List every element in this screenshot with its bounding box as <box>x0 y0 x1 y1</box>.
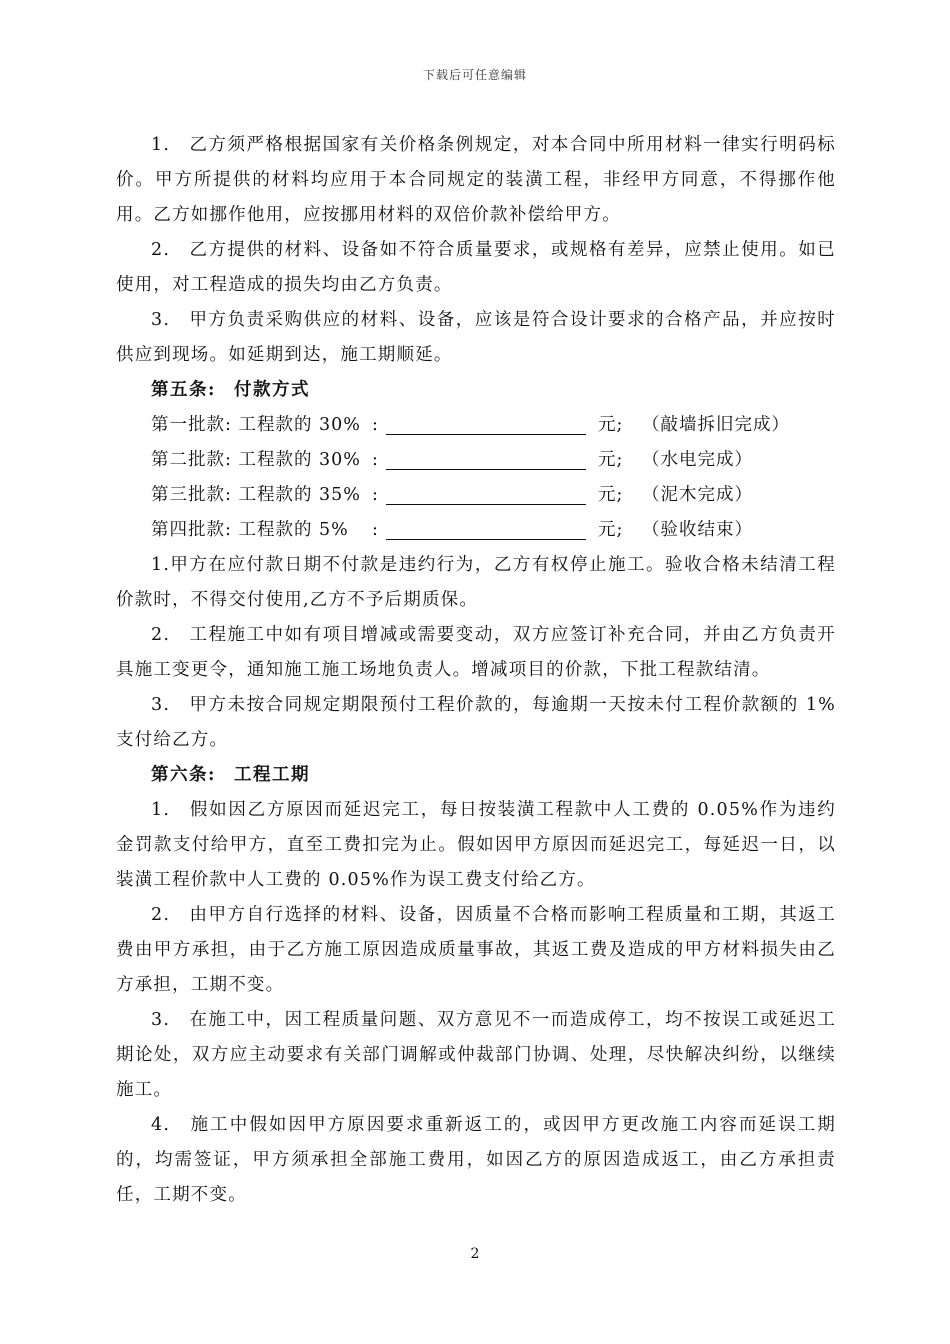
installment-note: （验收结束） <box>642 520 753 540</box>
installment-unit: 元; <box>598 520 624 540</box>
installment-label: 第三批款: 工程款的 35% <box>151 485 361 505</box>
section-5-title: 付款方式 <box>233 380 310 400</box>
section-5-heading <box>116 373 836 408</box>
installment-amount-blank[interactable] <box>386 478 586 505</box>
materials-item-1: 1. 乙方须严格根据国家有关价格条例规定，对本合同中所用材料一律实行明码标价。甲方所提供的材料均应用于本合同规定的装潢工程，非经甲方同意，不得挪作他用。乙方如挪作他用，应按挪用材料的双倍价款补偿给甲方。 <box>116 135 836 225</box>
page-number: 2 <box>470 1246 480 1262</box>
schedule-clause-4: 4. 施工中假如因甲方原因要求重新返工的，或因甲方更改施工内容而延误工期的，均需签证，甲方须承担全部施工费用，如因乙方的原因造成返工，由乙方承担责任，工期不变。 <box>116 1115 836 1205</box>
installment-row <box>116 443 836 478</box>
schedule-clause-2: 2. 由甲方自行选择的材料、设备，因质量不合格而影响工程质量和工期，其返工费由甲方承担，由于乙方施工原因造成质量事故，其返工费及造成的甲方材料损失由乙方承担，工期不变。 <box>116 905 836 995</box>
section-6-number: 第六条: <box>151 765 216 785</box>
installment-note: （泥木完成） <box>642 485 753 505</box>
installment-row <box>116 513 836 548</box>
section-6-heading <box>116 758 836 793</box>
section-5-number: 第五条: <box>151 380 216 400</box>
section-6-title: 工程工期 <box>233 765 310 785</box>
installment-unit: 元; <box>598 450 624 470</box>
installment-row <box>116 408 836 443</box>
contract-body <box>116 128 836 1213</box>
installment-label: 第四批款: 工程款的 5% <box>151 520 349 540</box>
materials-item-3: 3. 甲方负责采购供应的材料、设备，应该是符合设计要求的合格产品，并应按时供应到现场。如延期到达，施工期顺延。 <box>116 310 836 365</box>
installment-colon: : <box>372 520 379 540</box>
installment-note: （敲墙拆旧完成） <box>642 415 790 435</box>
installment-colon: : <box>372 485 379 505</box>
payment-clause-3: 3. 甲方未按合同规定期限预付工程价款的，每逾期一天按未付工程价款额的 1%支付给乙方。 <box>116 695 836 750</box>
installment-colon: : <box>372 450 379 470</box>
payment-clause-1: 1.甲方在应付款日期不付款是违约行为，乙方有权停止施工。验收合格未结清工程价款时，不得交付使用,乙方不予后期质保。 <box>116 555 836 610</box>
schedule-clause-3: 3. 在施工中，因工程质量问题、双方意见不一而造成停工，均不按误工或延迟工期论处，双方应主动要求有关部门调解或仲裁部门协调、处理，尽快解决纠纷，以继续施工。 <box>116 1010 836 1100</box>
materials-item-2: 2. 乙方提供的材料、设备如不符合质量要求，或规格有差异，应禁止使用。如已使用，对工程造成的损失均由乙方负责。 <box>116 240 836 295</box>
installment-note: （水电完成） <box>642 450 753 470</box>
installment-unit: 元; <box>598 485 624 505</box>
installment-amount-blank[interactable] <box>386 408 586 435</box>
schedule-clause-1: 1. 假如因乙方原因而延迟完工，每日按装潢工程款中人工费的 0.05%作为违约金罚款支付给甲方，直至工费扣完为止。假如因甲方原因而延迟完工，每延迟一日，以装潢工程价款中人工费的 0.05%作为误工费支付给乙方。 <box>116 800 836 890</box>
installment-colon: : <box>372 415 379 435</box>
installment-amount-blank[interactable] <box>386 513 586 540</box>
installment-unit: 元; <box>598 415 624 435</box>
installment-label: 第二批款: 工程款的 30% <box>151 450 361 470</box>
payment-clause-2: 2. 工程施工中如有项目增减或需要变动，双方应签订补充合同，并由乙方负责开具施工变更令，通知施工施工场地负责人。增减项目的价款，下批工程款结清。 <box>116 625 836 680</box>
installment-label: 第一批款: 工程款的 30% <box>151 415 361 435</box>
installment-row <box>116 478 836 513</box>
header-watermark: 下载后可任意编辑 <box>422 68 527 82</box>
installment-amount-blank[interactable] <box>386 443 586 470</box>
